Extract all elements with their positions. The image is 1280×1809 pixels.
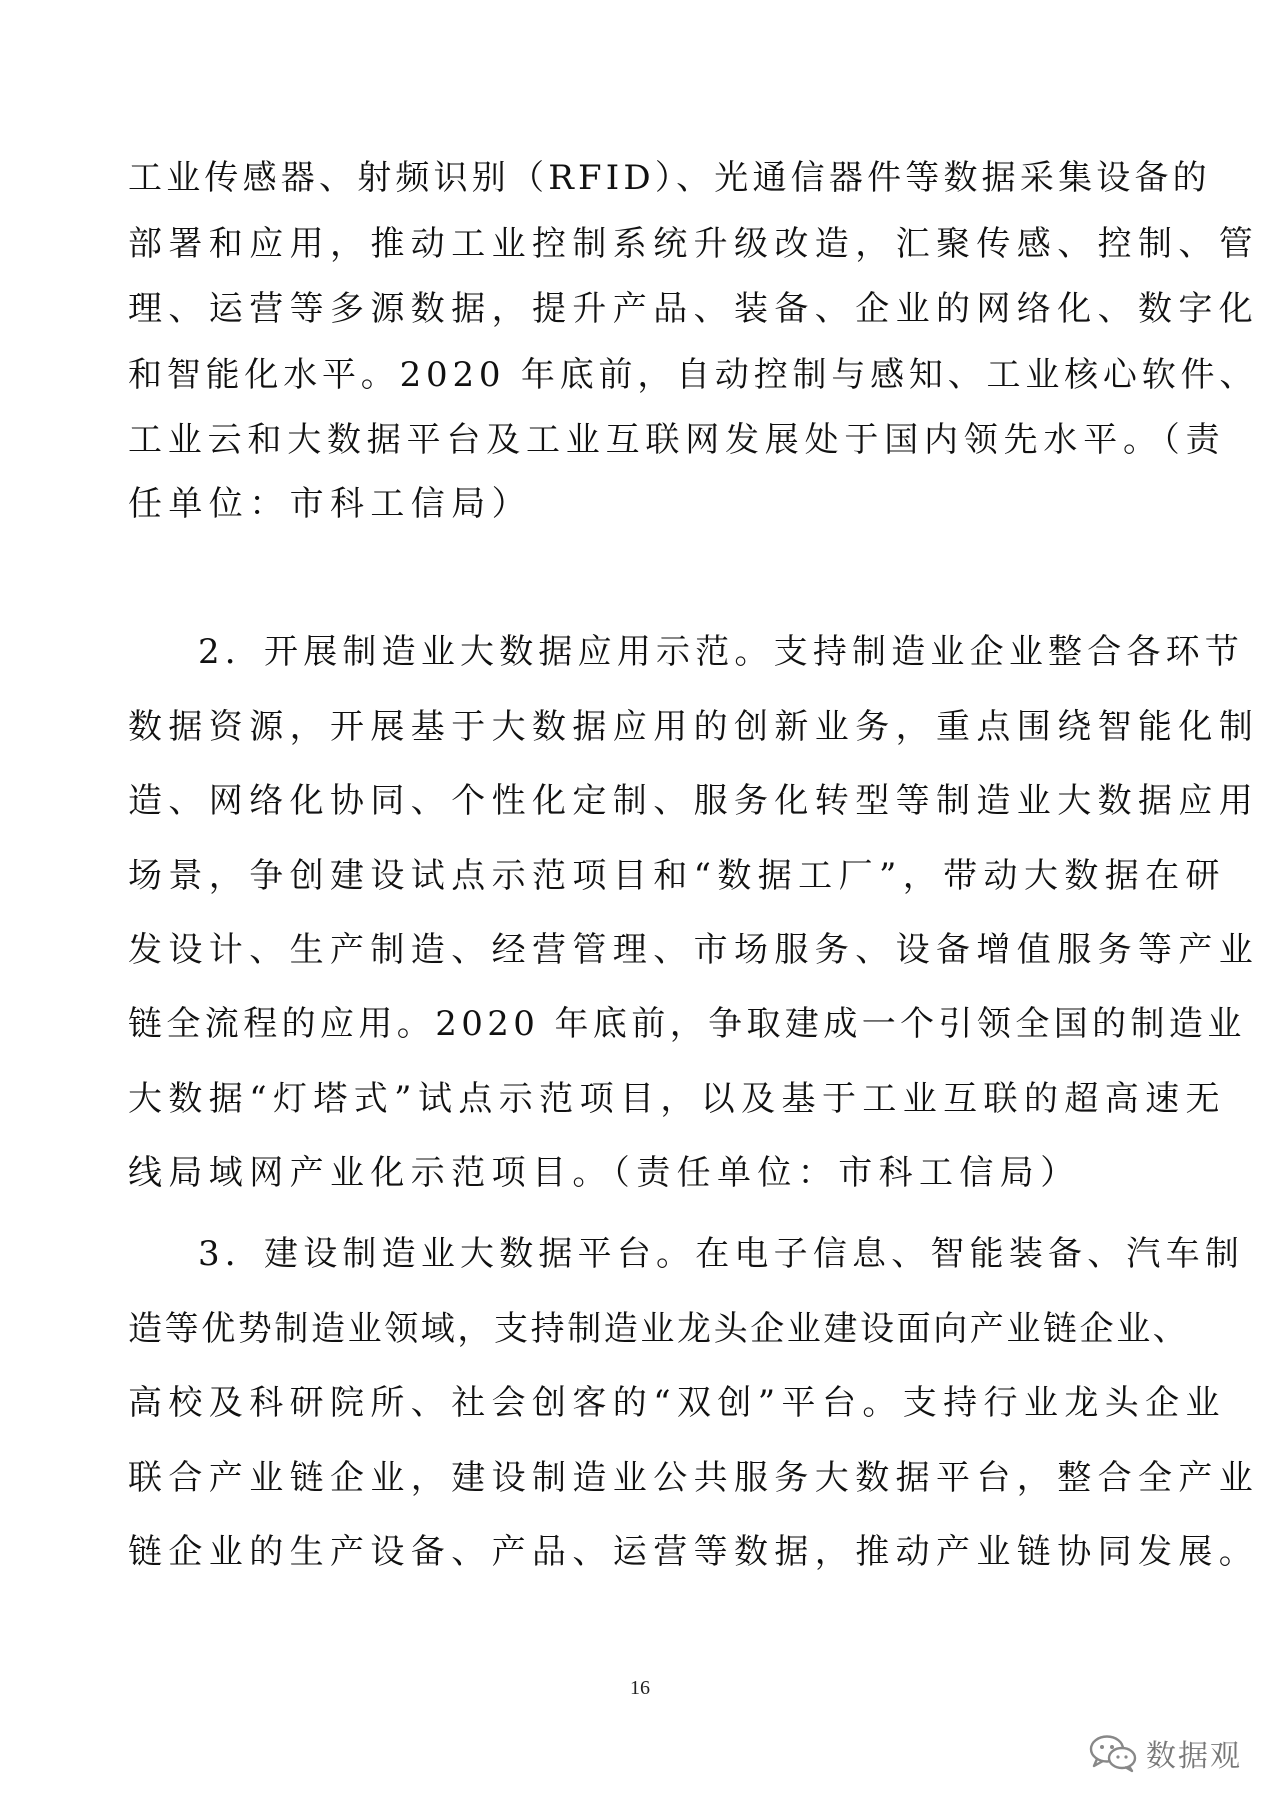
text-line	[0, 689, 1280, 765]
text-line-content: 链企业的生产设备、产品、运营等数据，推动产业链协同发展。	[128, 1532, 1260, 1572]
text-line	[0, 1514, 1280, 1590]
text-line-content: 大数据“灯塔式”试点示范项目，以及基于工业互联的超高速无	[128, 1079, 1226, 1119]
text-line-content: 发设计、生产制造、经营管理、市场服务、设备增值服务等产业	[128, 930, 1260, 970]
text-line	[0, 912, 1280, 988]
text-line-content: 任单位：市科工信局）	[128, 484, 532, 524]
text-line	[0, 986, 1280, 1062]
text-line-content: 链全流程的应用。2020 年底前，争取建成一个引领全国的制造业	[128, 1004, 1246, 1044]
text-line	[0, 838, 1280, 914]
text-line	[0, 1216, 1280, 1292]
text-line-content: 部署和应用，推动工业控制系统升级改造，汇聚传感、控制、管	[128, 224, 1260, 264]
text-line-content: 高校及科研院所、社会创客的“双创”平台。支持行业龙头企业	[128, 1383, 1226, 1423]
text-line-content: 场景，争创建设试点示范项目和“数据工厂”，带动大数据在研	[128, 856, 1226, 896]
text-line-content: 造等优势制造业领域，支持制造业龙头企业建设面向产业链企业、	[128, 1309, 1190, 1349]
text-line	[0, 1061, 1280, 1137]
text-line-content: 工业云和大数据平台及工业互联网发展处于国内领先水平。（责	[128, 420, 1226, 460]
text-line-content: 理、运营等多源数据，提升产品、装备、企业的网络化、数字化	[128, 289, 1260, 329]
text-line	[0, 1291, 1280, 1367]
text-line	[0, 763, 1280, 839]
text-line-content: 3．建设制造业大数据平台。在电子信息、智能装备、汽车制	[198, 1234, 1245, 1274]
page-number: 16	[630, 1677, 650, 1699]
text-line-content: 数据资源，开展基于大数据应用的创新业务，重点围绕智能化制	[128, 707, 1260, 747]
text-line	[0, 1365, 1280, 1441]
text-line-content: 线局域网产业化示范项目。（责任单位：市科工信局）	[128, 1153, 1081, 1193]
text-line-content: 工业传感器、射频识别（RFID）、光通信器件等数据采集设备的	[128, 158, 1211, 198]
wechat-icon	[1088, 1733, 1138, 1773]
text-line	[0, 466, 1280, 542]
text-line	[0, 1440, 1280, 1516]
text-line-content: 2．开展制造业大数据应用示范。支持制造业企业整合各环节	[198, 632, 1245, 672]
text-line	[0, 140, 1280, 216]
text-line	[0, 614, 1280, 690]
watermark-text: 数据观	[1146, 1739, 1242, 1774]
text-line	[0, 271, 1280, 347]
text-line-content: 和智能化水平。2020 年底前，自动控制与感知、工业核心软件、	[128, 355, 1259, 395]
text-line-content: 联合产业链企业，建设制造业公共服务大数据平台，整合全产业	[128, 1458, 1260, 1498]
text-line	[0, 1135, 1280, 1211]
watermark	[1088, 1731, 1242, 1775]
text-line-content: 造、网络化协同、个性化定制、服务化转型等制造业大数据应用	[128, 781, 1260, 821]
